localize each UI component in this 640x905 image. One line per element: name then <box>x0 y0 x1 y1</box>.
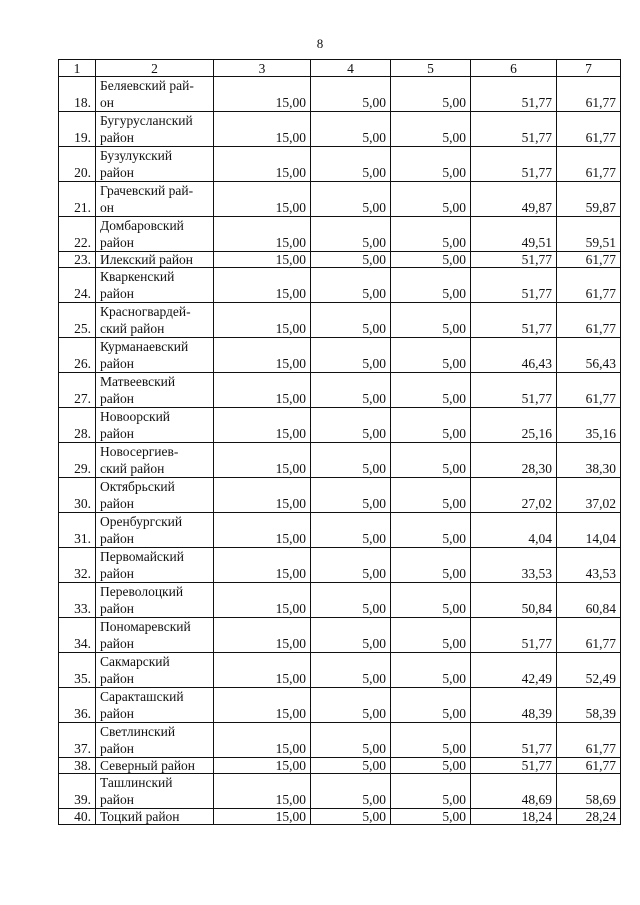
value-cell-c7: 59,51 <box>557 217 621 252</box>
district-name-cell <box>96 217 214 252</box>
table-row <box>59 268 621 303</box>
value-cell-c7: 59,87 <box>557 182 621 217</box>
table-row <box>59 303 621 338</box>
value-cell-c4: 5,00 <box>311 408 391 443</box>
table-row <box>59 618 621 653</box>
value-cell-c3: 15,00 <box>214 723 311 758</box>
district-name-cell <box>96 443 214 478</box>
value-cell-c5: 5,00 <box>391 758 471 774</box>
value-cell-c3: 15,00 <box>214 618 311 653</box>
row-number-cell: 18. <box>59 77 96 112</box>
table-row <box>59 182 621 217</box>
value-cell-c7: 61,77 <box>557 252 621 268</box>
value-cell-c7: 61,77 <box>557 723 621 758</box>
value-cell-c6: 25,16 <box>471 408 557 443</box>
value-cell-c6: 42,49 <box>471 653 557 688</box>
value-cell-c3: 15,00 <box>214 338 311 373</box>
district-name-cell <box>96 268 214 303</box>
row-number-cell: 26. <box>59 338 96 373</box>
value-cell-c6: 51,77 <box>471 268 557 303</box>
table-row <box>59 77 621 112</box>
value-cell-c5: 5,00 <box>391 77 471 112</box>
value-cell-c3: 15,00 <box>214 809 311 825</box>
table-row <box>59 774 621 809</box>
row-number-cell: 33. <box>59 583 96 618</box>
value-cell-c4: 5,00 <box>311 217 391 252</box>
district-name-cell <box>96 583 214 618</box>
district-name-line1: Бузулукский <box>100 148 173 163</box>
value-cell-c7: 43,53 <box>557 548 621 583</box>
table-row <box>59 373 621 408</box>
value-cell-c4: 5,00 <box>311 809 391 825</box>
district-name-line2: он <box>100 95 114 110</box>
district-name-cell <box>96 478 214 513</box>
district-name-cell <box>96 112 214 147</box>
district-name-line1: Первомайский <box>100 549 184 564</box>
table-row <box>59 443 621 478</box>
value-cell-c5: 5,00 <box>391 443 471 478</box>
column-header: 6 <box>471 60 557 77</box>
value-cell-c6: 48,39 <box>471 688 557 723</box>
value-cell-c7: 37,02 <box>557 478 621 513</box>
row-number-cell: 40. <box>59 809 96 825</box>
value-cell-c3: 15,00 <box>214 443 311 478</box>
district-name-cell <box>96 688 214 723</box>
district-name-line1: Красногвардей- <box>100 304 191 319</box>
value-cell-c6: 28,30 <box>471 443 557 478</box>
value-cell-c4: 5,00 <box>311 303 391 338</box>
table-row <box>59 147 621 182</box>
table-row <box>59 112 621 147</box>
value-cell-c3: 15,00 <box>214 758 311 774</box>
row-number-cell: 27. <box>59 373 96 408</box>
value-cell-c5: 5,00 <box>391 513 471 548</box>
district-name-line1: Сакмарский <box>100 654 170 669</box>
table-row <box>59 583 621 618</box>
district-name-line1: Кваркенский <box>100 269 175 284</box>
value-cell-c6: 51,77 <box>471 77 557 112</box>
value-cell-c4: 5,00 <box>311 147 391 182</box>
value-cell-c5: 5,00 <box>391 303 471 338</box>
value-cell-c6: 51,77 <box>471 618 557 653</box>
value-cell-c7: 61,77 <box>557 618 621 653</box>
district-name-line1: Курманаевский <box>100 339 189 354</box>
value-cell-c3: 15,00 <box>214 147 311 182</box>
district-name-cell <box>96 373 214 408</box>
value-cell-c7: 52,49 <box>557 653 621 688</box>
row-number-cell: 21. <box>59 182 96 217</box>
district-name-line1: Оренбургский <box>100 514 183 529</box>
value-cell-c7: 61,77 <box>557 758 621 774</box>
value-cell-c6: 4,04 <box>471 513 557 548</box>
value-cell-c5: 5,00 <box>391 688 471 723</box>
value-cell-c6: 51,77 <box>471 758 557 774</box>
value-cell-c5: 5,00 <box>391 653 471 688</box>
district-name-cell <box>96 758 214 774</box>
district-name-line2: район <box>100 741 134 756</box>
page-number: 8 <box>316 36 324 51</box>
value-cell-c7: 28,24 <box>557 809 621 825</box>
value-cell-c3: 15,00 <box>214 653 311 688</box>
value-cell-c3: 15,00 <box>214 774 311 809</box>
district-name-line2: район <box>100 496 134 511</box>
district-name-line2: район <box>100 286 134 301</box>
value-cell-c5: 5,00 <box>391 809 471 825</box>
value-cell-c6: 48,69 <box>471 774 557 809</box>
row-number-cell: 23. <box>59 252 96 268</box>
district-name-line2: район <box>100 706 134 721</box>
district-name-cell <box>96 252 214 268</box>
value-cell-c3: 15,00 <box>214 303 311 338</box>
district-name-line1: Пономаревский <box>100 619 191 634</box>
value-cell-c5: 5,00 <box>391 478 471 513</box>
district-name-line2: район <box>100 356 134 371</box>
value-cell-c7: 35,16 <box>557 408 621 443</box>
value-cell-c5: 5,00 <box>391 583 471 618</box>
value-cell-c5: 5,00 <box>391 723 471 758</box>
value-cell-c4: 5,00 <box>311 583 391 618</box>
row-number-cell: 39. <box>59 774 96 809</box>
value-cell-c3: 15,00 <box>214 373 311 408</box>
column-header: 4 <box>311 60 391 77</box>
value-cell-c3: 15,00 <box>214 112 311 147</box>
row-number-cell: 19. <box>59 112 96 147</box>
value-cell-c5: 5,00 <box>391 268 471 303</box>
value-cell-c5: 5,00 <box>391 217 471 252</box>
value-cell-c7: 58,69 <box>557 774 621 809</box>
table-row <box>59 548 621 583</box>
value-cell-c4: 5,00 <box>311 723 391 758</box>
value-cell-c6: 51,77 <box>471 373 557 408</box>
header-row <box>59 60 621 77</box>
value-cell-c7: 61,77 <box>557 373 621 408</box>
value-cell-c3: 15,00 <box>214 478 311 513</box>
row-number-cell: 20. <box>59 147 96 182</box>
value-cell-c4: 5,00 <box>311 478 391 513</box>
value-cell-c3: 15,00 <box>214 217 311 252</box>
district-name-line2: он <box>100 200 114 215</box>
value-cell-c3: 15,00 <box>214 408 311 443</box>
value-cell-c3: 15,00 <box>214 583 311 618</box>
table-row <box>59 217 621 252</box>
table-body <box>59 77 621 825</box>
value-cell-c4: 5,00 <box>311 688 391 723</box>
value-cell-c5: 5,00 <box>391 618 471 653</box>
district-name-line1: Октябрьский <box>100 479 175 494</box>
value-cell-c5: 5,00 <box>391 147 471 182</box>
table-row <box>59 688 621 723</box>
value-cell-c5: 5,00 <box>391 112 471 147</box>
value-cell-c3: 15,00 <box>214 77 311 112</box>
district-name-cell <box>96 513 214 548</box>
district-name-line1: Матвеевский <box>100 374 176 389</box>
value-cell-c4: 5,00 <box>311 618 391 653</box>
table-row <box>59 513 621 548</box>
table-row <box>59 809 621 825</box>
column-header: 2 <box>96 60 214 77</box>
value-cell-c5: 5,00 <box>391 774 471 809</box>
district-table <box>58 59 621 825</box>
value-cell-c6: 51,77 <box>471 723 557 758</box>
value-cell-c3: 15,00 <box>214 252 311 268</box>
value-cell-c7: 61,77 <box>557 303 621 338</box>
value-cell-c3: 15,00 <box>214 182 311 217</box>
value-cell-c5: 5,00 <box>391 548 471 583</box>
district-name-cell <box>96 653 214 688</box>
value-cell-c7: 56,43 <box>557 338 621 373</box>
district-name-line2: ский район <box>100 321 165 336</box>
column-header: 3 <box>214 60 311 77</box>
district-name-line2: район <box>100 671 134 686</box>
value-cell-c6: 51,77 <box>471 303 557 338</box>
value-cell-c4: 5,00 <box>311 758 391 774</box>
value-cell-c4: 5,00 <box>311 338 391 373</box>
value-cell-c7: 61,77 <box>557 77 621 112</box>
district-name-cell <box>96 548 214 583</box>
value-cell-c3: 15,00 <box>214 513 311 548</box>
table-row <box>59 408 621 443</box>
table-row <box>59 758 621 774</box>
value-cell-c7: 60,84 <box>557 583 621 618</box>
table-row <box>59 723 621 758</box>
district-name-cell <box>96 182 214 217</box>
district-name-line1: Новосергиев- <box>100 444 179 459</box>
district-name-line1: Илекский район <box>100 252 194 267</box>
row-number-cell: 25. <box>59 303 96 338</box>
district-name-line1: Грачевский рай- <box>100 183 194 198</box>
district-name-line1: Светлинский <box>100 724 176 739</box>
district-name-line2: ский район <box>100 461 165 476</box>
value-cell-c7: 14,04 <box>557 513 621 548</box>
table-row <box>59 252 621 268</box>
district-name-cell <box>96 338 214 373</box>
district-name-line2: район <box>100 165 134 180</box>
table-row <box>59 338 621 373</box>
value-cell-c4: 5,00 <box>311 513 391 548</box>
row-number-cell: 29. <box>59 443 96 478</box>
district-name-line1: Домбаровский <box>100 218 184 233</box>
value-cell-c6: 49,51 <box>471 217 557 252</box>
value-cell-c7: 61,77 <box>557 112 621 147</box>
value-cell-c4: 5,00 <box>311 443 391 478</box>
row-number-cell: 32. <box>59 548 96 583</box>
district-name-line2: район <box>100 566 134 581</box>
row-number-cell: 34. <box>59 618 96 653</box>
district-name-line1: Бугурусланский <box>100 113 193 128</box>
value-cell-c4: 5,00 <box>311 112 391 147</box>
district-name-cell <box>96 723 214 758</box>
row-number-cell: 37. <box>59 723 96 758</box>
district-name-cell <box>96 774 214 809</box>
value-cell-c6: 18,24 <box>471 809 557 825</box>
district-name-line2: район <box>100 636 134 651</box>
row-number-cell: 28. <box>59 408 96 443</box>
district-name-line1: Переволоцкий <box>100 584 184 599</box>
district-name-cell <box>96 809 214 825</box>
district-name-line2: район <box>100 531 134 546</box>
value-cell-c3: 15,00 <box>214 268 311 303</box>
value-cell-c4: 5,00 <box>311 548 391 583</box>
value-cell-c6: 46,43 <box>471 338 557 373</box>
row-number-cell: 38. <box>59 758 96 774</box>
value-cell-c7: 58,39 <box>557 688 621 723</box>
value-cell-c4: 5,00 <box>311 268 391 303</box>
district-name-line2: район <box>100 391 134 406</box>
value-cell-c4: 5,00 <box>311 653 391 688</box>
row-number-cell: 31. <box>59 513 96 548</box>
row-number-cell: 22. <box>59 217 96 252</box>
district-name-line2: район <box>100 792 134 807</box>
district-name-line1: Тоцкий район <box>100 809 180 824</box>
district-name-line2: район <box>100 130 134 145</box>
district-name-cell <box>96 408 214 443</box>
district-name-line1: Беляевский рай- <box>100 78 194 93</box>
district-name-line2: район <box>100 601 134 616</box>
value-cell-c7: 61,77 <box>557 268 621 303</box>
district-name-cell <box>96 147 214 182</box>
value-cell-c4: 5,00 <box>311 373 391 408</box>
district-name-line1: Северный район <box>100 758 196 773</box>
district-name-line2: район <box>100 235 134 250</box>
column-header: 1 <box>59 60 96 77</box>
value-cell-c4: 5,00 <box>311 774 391 809</box>
value-cell-c3: 15,00 <box>214 688 311 723</box>
district-name-cell <box>96 618 214 653</box>
value-cell-c5: 5,00 <box>391 373 471 408</box>
value-cell-c4: 5,00 <box>311 252 391 268</box>
value-cell-c6: 51,77 <box>471 147 557 182</box>
table-row <box>59 653 621 688</box>
value-cell-c7: 61,77 <box>557 147 621 182</box>
value-cell-c6: 50,84 <box>471 583 557 618</box>
value-cell-c6: 27,02 <box>471 478 557 513</box>
district-name-line1: Новоорский <box>100 409 171 424</box>
value-cell-c4: 5,00 <box>311 77 391 112</box>
value-cell-c6: 49,87 <box>471 182 557 217</box>
district-name-cell <box>96 77 214 112</box>
column-header: 7 <box>557 60 621 77</box>
table-row <box>59 478 621 513</box>
value-cell-c5: 5,00 <box>391 182 471 217</box>
row-number-cell: 30. <box>59 478 96 513</box>
value-cell-c5: 5,00 <box>391 338 471 373</box>
value-cell-c6: 33,53 <box>471 548 557 583</box>
value-cell-c6: 51,77 <box>471 252 557 268</box>
value-cell-c3: 15,00 <box>214 548 311 583</box>
district-name-line2: район <box>100 426 134 441</box>
district-name-line1: Саракташский <box>100 689 184 704</box>
district-name-cell <box>96 303 214 338</box>
row-number-cell: 35. <box>59 653 96 688</box>
value-cell-c5: 5,00 <box>391 408 471 443</box>
value-cell-c4: 5,00 <box>311 182 391 217</box>
value-cell-c6: 51,77 <box>471 112 557 147</box>
district-name-line1: Ташлинский <box>100 775 173 790</box>
value-cell-c5: 5,00 <box>391 252 471 268</box>
row-number-cell: 36. <box>59 688 96 723</box>
column-header: 5 <box>391 60 471 77</box>
value-cell-c7: 38,30 <box>557 443 621 478</box>
row-number-cell: 24. <box>59 268 96 303</box>
